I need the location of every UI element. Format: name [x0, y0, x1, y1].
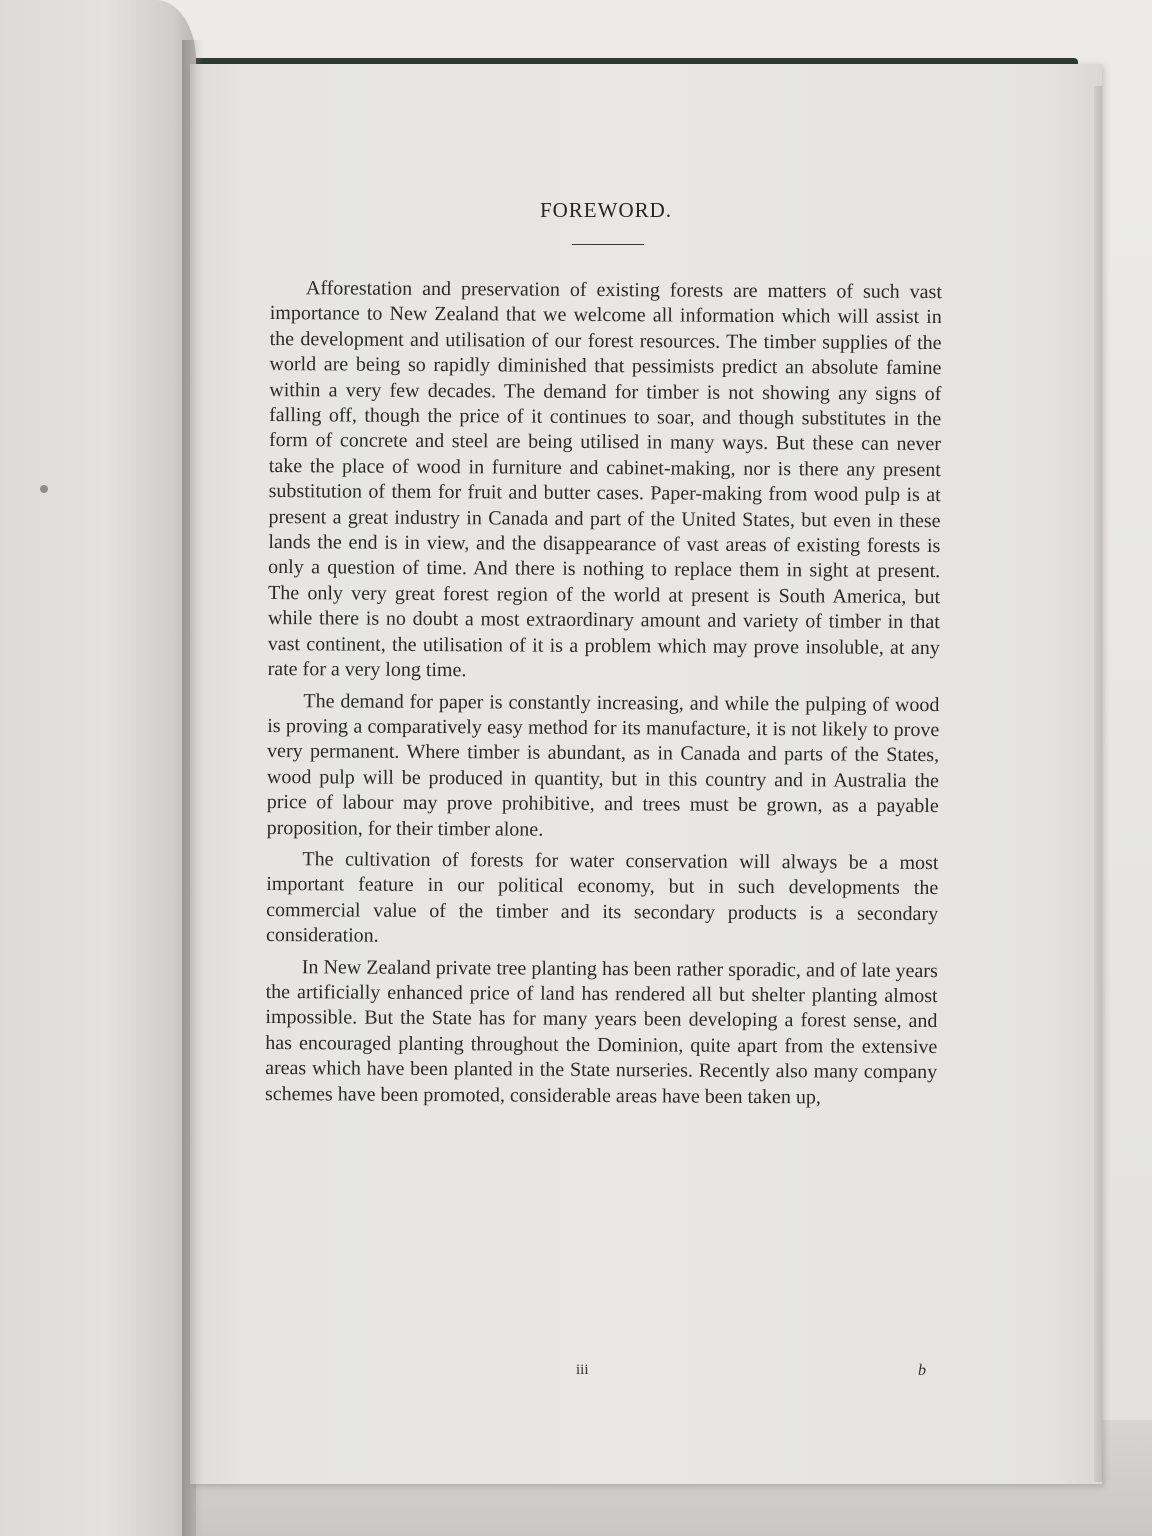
signature-mark: b: [918, 1362, 926, 1379]
left-page: [0, 0, 196, 1536]
paragraph: Afforestation and preservation of existing forests are matters of such vast importance to New Zealand that we welcome all information which will assist in the development and utilisation of our forest resources. The timber supplies of the world are being so rapidly diminished that pessimists predict an absolute famine within a very few decades. The demand for timber is not showing any signs of falling off, though the price of it continues to soar, and though substitutes in the form of concrete and steel are being utilised in many ways. But these can never take the place of wood in furniture and cabinet-making, nor is there any present substitution of them for fruit and butter cases. Paper-making from wood pulp is at present a great industry in Canada and part of the United States, but even in these lands the end is in view, and the disappearance of vast areas of existing forests is only a question of time. And there is nothing to replace them in sight at present. The only very great forest region of the world at present is South America, but while there is no doubt a most extraordinary amount and variety of timber in that vast continent, the utilisation of it is a problem which may prove insoluble, at any rate for a very long time.: [267, 277, 942, 682]
page-block-edge: [1094, 86, 1102, 1482]
page-title: FOREWORD.: [539, 198, 673, 222]
title-rule: [572, 244, 644, 245]
paragraph: The cultivation of forests for water conservation will always be a most important feature in our political economy, but in such developments the commercial value of the timber and its secondary products is a secondary consideration.: [265, 848, 939, 947]
paragraph: The demand for paper is constantly increasing, and while the pulping of wood is proving a comparatively easy method for its manufacture, it is not likely to prove very permanent. Where timber is abundant, as in Canada and parts of the States, wood pulp will be produced in quantity, but in this country and in Australia the price of labour may prove prohibitive, and trees must be grown, as a payable proposition, for their timber alone.: [266, 689, 940, 841]
page-speck: [40, 485, 48, 493]
paragraph: In New Zealand private tree planting has been rather sporadic, and of late years the artificially enhanced price of land has rendered all but shelter planting almost impossible. But the State has for many years been developing a forest sense, and has encouraged planting throughout the Dominion, quite apart from the extensive areas which have been planted in the State nurseries. Recently also many company schemes have been promoted, considerable areas have been taken up,: [264, 955, 938, 1108]
page-number: iii: [576, 1362, 589, 1378]
gutter-shadow: [182, 40, 204, 1536]
foreword-body: [265, 276, 942, 1117]
